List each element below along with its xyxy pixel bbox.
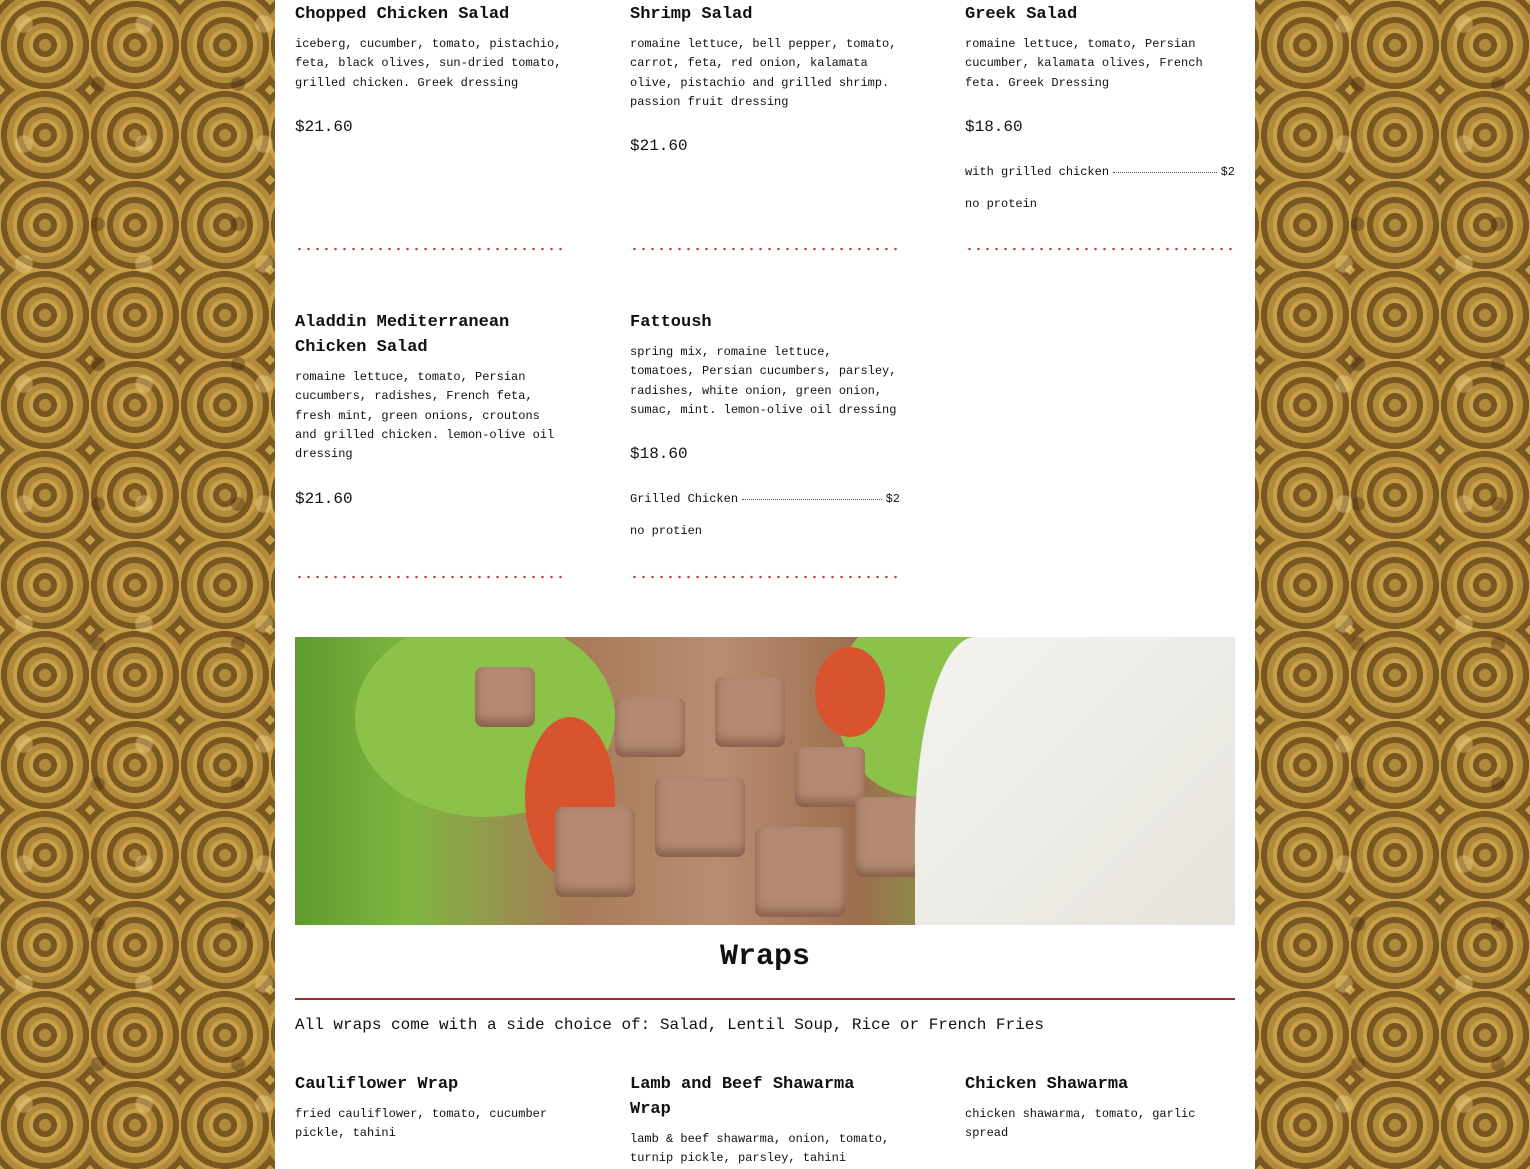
item-title: Greek Salad: [965, 5, 1078, 24]
menu-item-greek-salad: [965, 2, 1235, 211]
shawarma-hero-image: [295, 637, 1235, 925]
menu-item-cauliflower-wrap: [295, 1072, 565, 1144]
section-title-wraps: Wraps: [719, 940, 810, 974]
meat-chunk: [555, 807, 635, 897]
option-row[interactable]: [965, 165, 1235, 179]
meat-chunk: [795, 747, 865, 807]
item-description: romaine lettuce, bell pepper, tomato, carrot, feta, red onion, kalamata olive, pistachio and grilled shrimp. passion fruit dressing: [630, 37, 897, 109]
menu-item-chopped-chicken-salad: [295, 2, 565, 136]
item-title: Cauliflower Wrap: [295, 1075, 459, 1094]
wraps-note: All wraps come with a side choice of: Salad, Lentil Soup, Rice or French Fries: [295, 1016, 1044, 1034]
menu-item-lamb-beef-wrap: [630, 1072, 900, 1169]
option-row[interactable]: [965, 197, 1235, 211]
option-row[interactable]: [630, 492, 900, 506]
option-label: no protien: [630, 524, 703, 538]
section-divider: [295, 998, 1235, 1000]
menu-item-chicken-shawarma: [965, 1072, 1235, 1144]
menu-panel: [275, 0, 1255, 1169]
meat-chunk: [475, 667, 535, 727]
meat-chunk: [655, 777, 745, 857]
item-description: spring mix, romaine lettuce, tomatoes, Persian cucumbers, parsley, radishes, white onion, green onion, sumac, mint. lemon-olive oil dressing: [630, 345, 897, 417]
meat-chunk: [715, 677, 785, 747]
menu-item-aladdin-salad: [295, 310, 565, 508]
item-price: $21.60: [295, 118, 353, 136]
menu-item-fattoush: [630, 310, 900, 538]
option-label: with grilled chicken: [965, 165, 1110, 179]
item-title: Chicken Shawarma: [965, 1075, 1129, 1094]
option-label: Grilled Chicken: [630, 492, 739, 506]
dotted-separator: [295, 245, 565, 253]
item-price: $21.60: [630, 137, 688, 155]
tomato-shape: [815, 647, 885, 737]
item-title: Fattoush: [630, 313, 712, 332]
option-row[interactable]: [630, 524, 900, 538]
meat-chunk: [615, 697, 685, 757]
item-description: romaine lettuce, tomato, Persian cucumbers, radishes, French feta, fresh mint, green onions, croutons and grilled chicken. lemon-olive oil dressing: [295, 370, 555, 462]
item-title: Chopped Chicken Salad: [295, 5, 510, 24]
dotted-separator: [965, 245, 1235, 253]
item-title: Aladdin Mediterranean Chicken Salad: [295, 313, 510, 357]
dotted-separator: [295, 573, 565, 581]
item-description: fried cauliflower, tomato, cucumber pickle, tahini: [295, 1107, 548, 1141]
item-title: Lamb and Beef Shawarma Wrap: [630, 1075, 855, 1119]
item-title: Shrimp Salad: [630, 5, 753, 24]
item-price: $21.60: [295, 490, 353, 508]
item-description: iceberg, cucumber, tomato, pistachio, feta, black olives, sun-dried tomato, grilled chicken. Greek dressing: [295, 37, 562, 90]
option-price: $2: [1220, 165, 1235, 179]
dot-leader: [742, 498, 882, 500]
item-price: $18.60: [630, 445, 688, 463]
item-description: romaine lettuce, tomato, Persian cucumber, kalamata olives, French feta. Greek Dressing: [965, 37, 1203, 90]
item-price: $18.60: [965, 118, 1023, 136]
dotted-separator: [630, 245, 900, 253]
dotted-separator: [630, 573, 900, 581]
option-price: $2: [885, 492, 900, 506]
meat-chunk: [755, 827, 845, 917]
menu-item-shrimp-salad: [630, 2, 900, 155]
option-label: no protein: [965, 197, 1038, 211]
dot-leader: [1113, 171, 1217, 173]
item-description: lamb & beef shawarma, onion, tomato, turnip pickle, parsley, tahini: [630, 1132, 890, 1166]
pita-wrap-shape: [915, 637, 1235, 925]
item-description: chicken shawarma, tomato, garlic spread: [965, 1107, 1196, 1141]
